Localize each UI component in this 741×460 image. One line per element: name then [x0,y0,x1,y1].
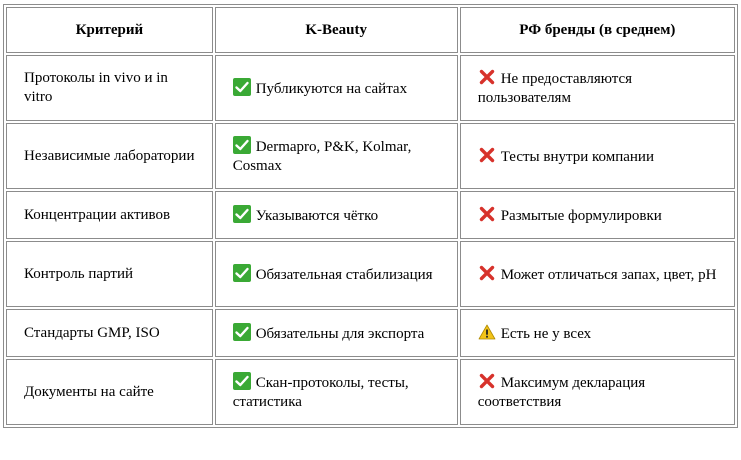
kbeauty-text: Обязательная стабилизация [255,266,433,283]
cross-mark-icon [478,372,496,390]
kbeauty-text: Dermapro, P&K, Kolmar, Cosmax [232,139,412,174]
header-rf-brands: РФ бренды (в среднем) [460,7,735,53]
rf-cell [460,191,735,239]
check-mark-icon [233,205,251,223]
kbeauty-text: Скан-протоколы, тесты, статистика [232,375,409,410]
cross-mark-icon [478,68,496,86]
table-row [6,241,735,307]
header-kbeauty: K-Beauty [215,7,458,53]
kbeauty-cell [215,55,458,121]
rf-cell [460,309,735,357]
rf-text: Тесты внутри компании [500,148,654,165]
kbeauty-text: Указываются чётко [255,207,379,224]
table-row [6,123,735,189]
kbeauty-cell [215,241,458,307]
rf-cell [460,359,735,425]
cross-mark-icon [478,205,496,223]
table-row [6,55,735,121]
check-mark-icon [233,323,251,341]
kbeauty-text: Обязательны для экспорта [255,325,425,342]
table-header-row [6,7,735,53]
rf-cell [460,123,735,189]
check-mark-icon [233,78,251,96]
table-row [6,359,735,425]
comparison-table [3,4,738,428]
rf-text: Есть не у всех [500,325,592,342]
rf-text: Не предоставляются пользователям [477,71,633,106]
criterion-cell: Стандарты GMP, ISO [6,309,213,357]
criterion-cell: Независимые лаборатории [6,123,213,189]
rf-text: Может отличаться запах, цвет, pH [500,266,717,283]
check-mark-icon [233,372,251,390]
criterion-cell: Контроль партий [6,241,213,307]
warning-icon [478,323,496,341]
rf-text: Максимум декларация соответствия [477,375,646,410]
criterion-cell: Документы на сайте [6,359,213,425]
table-row [6,191,735,239]
kbeauty-cell [215,359,458,425]
criterion-cell: Протоколы in vivo и in vitro [6,55,213,121]
cross-mark-icon [478,146,496,164]
table-row [6,309,735,357]
header-criterion: Критерий [6,7,213,53]
cross-mark-icon [478,264,496,282]
kbeauty-cell [215,191,458,239]
check-mark-icon [233,264,251,282]
rf-cell [460,241,735,307]
kbeauty-cell [215,123,458,189]
criterion-cell: Концентрации активов [6,191,213,239]
kbeauty-cell [215,309,458,357]
check-mark-icon [233,136,251,154]
rf-cell [460,55,735,121]
kbeauty-text: Публикуются на сайтах [255,80,408,97]
rf-text: Размытые формулировки [500,207,662,224]
